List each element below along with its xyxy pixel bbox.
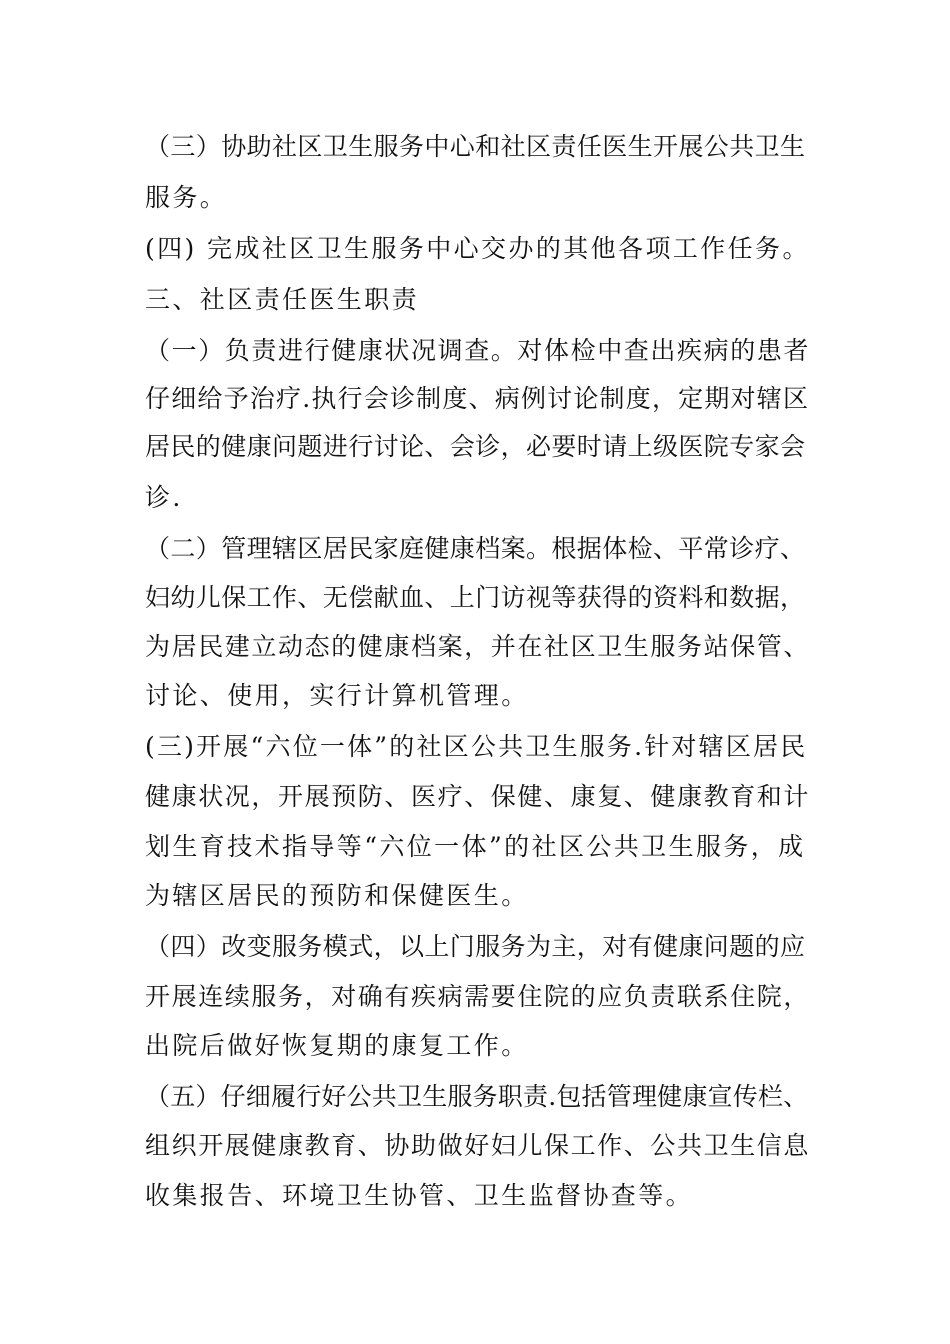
text-line: 收集报告、环境卫生协管、卫生监督协查等。: [145, 1181, 694, 1210]
text-line: （一）负责进行健康状况调查。对体检中查出疾病的患者: [145, 336, 811, 365]
text-line: 划生育技术指导等“六位一体”的社区公共卫生服务，成: [145, 832, 806, 861]
text-line: 组织开展健康教育、协助做好妇儿保工作、公共卫生信息: [145, 1131, 811, 1160]
text-line: （三）协助社区卫生服务中心和社区责任医生开展公共卫生: [145, 132, 806, 161]
text-line: （四）改变服务模式，以上门服务为主，对有健康问题的应: [145, 932, 806, 961]
text-line: 出院后做好恢复期的康复工作。: [145, 1031, 529, 1060]
text-line: 妇幼儿保工作、无偿献血、上门访视等获得的资料和数据，: [145, 583, 806, 612]
text-line: 居民的健康问题进行讨论、会诊，必要时请上级医院专家会: [145, 432, 806, 461]
text-line: （五）仔细履行好公共卫生服务职责.包括管理健康宣传栏、: [145, 1082, 809, 1111]
text-line: 诊.: [145, 483, 183, 512]
text-line: 讨论、使用，实行计算机管理。: [145, 681, 529, 710]
text-line: 开展连续服务，对确有疾病需要住院的应负责联系住院，: [145, 982, 811, 1011]
section-heading: 三、社区责任医生职责: [145, 285, 420, 314]
text-line: (四) 完成社区卫生服务中心交办的其他各项工作任务。: [145, 234, 810, 263]
text-line: 为辖区居民的预防和保健医生。: [145, 881, 529, 910]
text-line: 为居民建立动态的健康档案，并在社区卫生服务站保管、: [145, 632, 811, 661]
text-line: 健康状况，开展预防、医疗、保健、康复、健康教育和计: [145, 782, 811, 811]
text-line: 服务。: [145, 183, 228, 212]
text-line: (三)开展“六位一体”的社区公共卫生服务.针对辖区居民: [145, 732, 808, 761]
text-line: （二）管理辖区居民家庭健康档案。根据体检、平常诊疗、: [145, 534, 806, 563]
text-line: 仔细给予治疗.执行会诊制度、病例讨论制度，定期对辖区: [145, 384, 810, 413]
